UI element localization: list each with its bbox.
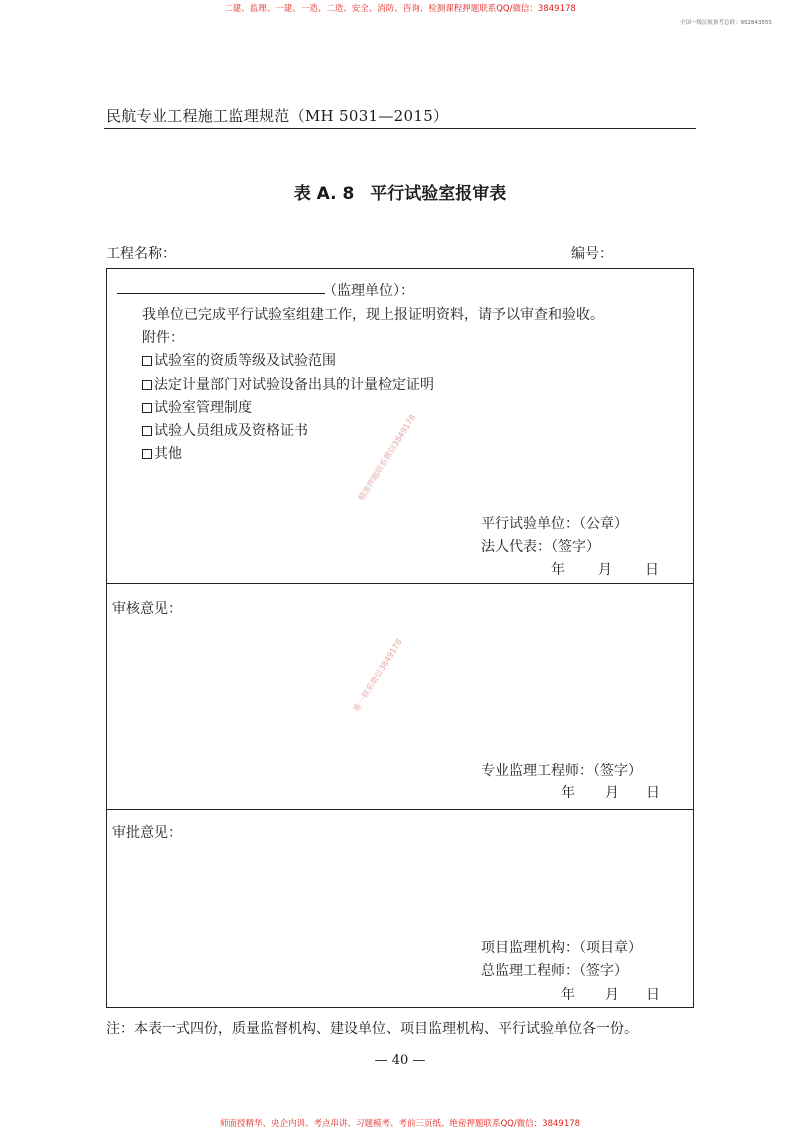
legal-representative-signature: 法人代表：（签字）	[481, 539, 600, 555]
review-opinion-label: 审核意见：	[112, 601, 182, 617]
page-number: — 40 —	[374, 1053, 426, 1068]
diagonal-watermark: 精准押题联系微信3849178	[356, 413, 418, 503]
attachment-label: 试验人员组成及资格证书	[154, 423, 308, 439]
attachment-item	[142, 420, 308, 440]
chief-engineer-signature: 总监理工程师：（签字）	[481, 963, 628, 979]
date-month: 月	[598, 562, 612, 578]
serial-number-label: 编号：	[571, 246, 613, 262]
project-name-label: 工程名称：	[106, 246, 176, 262]
project-supervision-seal: 项目监理机构：（项目章）	[481, 940, 642, 956]
diagonal-watermark: 唯一联系微信3849178	[351, 637, 404, 714]
date-day: 日	[646, 987, 660, 1003]
footnote: 注：本表一式四份，质量监督机构、建设单位、项目监理机构、平行试验单位各一份。	[106, 1021, 638, 1037]
checkbox[interactable]	[142, 380, 152, 390]
date-line	[561, 782, 660, 802]
table-number: 表 A. 8	[293, 184, 355, 204]
table-title	[0, 179, 800, 204]
attachment-item	[142, 443, 182, 463]
attachment-label: 法定计量部门对试验设备出具的计量检定证明	[154, 377, 434, 393]
date-day: 日	[646, 785, 660, 801]
approval-opinion-label: 审批意见：	[112, 825, 182, 841]
attachment-item	[142, 374, 434, 394]
checkbox[interactable]	[142, 403, 152, 413]
attachment-label: 其他	[154, 446, 182, 462]
attachment-label: 试验室管理制度	[154, 400, 252, 416]
checkbox[interactable]	[142, 356, 152, 366]
date-day: 日	[645, 562, 659, 578]
attachment-item	[142, 350, 336, 370]
attachment-item	[142, 397, 252, 417]
top-right-watermark: 全国一级民航备考总群：952843555	[680, 20, 772, 26]
parallel-lab-seal: 平行试验单位：（公章）	[481, 516, 628, 532]
checkbox[interactable]	[142, 449, 152, 459]
date-month: 月	[605, 987, 619, 1003]
table-name: 平行试验室报审表	[370, 184, 507, 204]
attachment-label: 试验室的资质等级及试验范围	[154, 353, 336, 369]
top-watermark: 二建、监理、一建、一造、二造、安全、消防、咨询、检测课程押题联系QQ/微信：3849178	[224, 4, 576, 14]
date-year: 年	[561, 785, 575, 801]
header-rule	[104, 128, 696, 129]
attachments-label: 附件：	[142, 330, 184, 346]
bottom-watermark: 师面授精华、央企内训、考点串讲、习题模考、考前三页纸、绝密押题联系QQ/微信：3849178	[219, 1119, 581, 1129]
date-year: 年	[551, 562, 565, 578]
submission-statement: 我单位已完成平行试验室组建工作，现上报证明资料，请予以审查和验收。	[142, 307, 604, 323]
date-line	[551, 559, 659, 579]
date-month: 月	[605, 785, 619, 801]
supervisor-unit-blank[interactable]	[117, 293, 325, 294]
section-divider	[106, 809, 694, 810]
date-line	[561, 984, 660, 1004]
checkbox[interactable]	[142, 426, 152, 436]
date-year: 年	[561, 987, 575, 1003]
running-header: 民航专业工程施工监理规范（MH 5031—2015）	[106, 107, 449, 125]
specialist-engineer-signature: 专业监理工程师：（签字）	[481, 763, 642, 779]
section-divider	[106, 583, 694, 584]
addressee-suffix: （监理单位）：	[323, 283, 414, 299]
